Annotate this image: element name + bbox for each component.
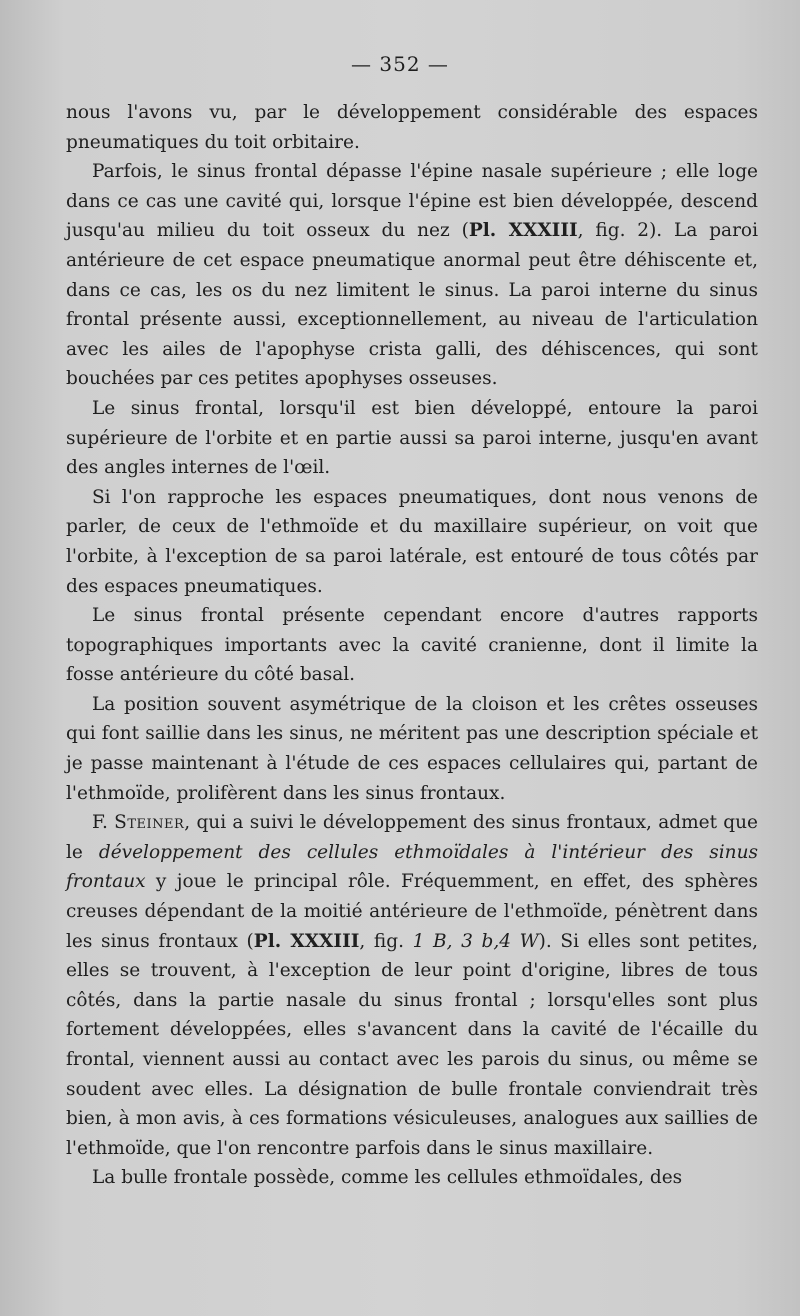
paragraph xyxy=(66,394,758,483)
text-segment: ). Si elles sont petites, elles se trouvent, à l'exception de leur point d'origine, libres de tous côtés, dans la partie nasale du sinus frontal ; lorsqu'elles sont plus fortement développées, elles s'avancent dans la cavité de l'écaille du frontal, viennent aussi au contact avec les parois du sinus, ou même se soudent avec elles. La désignation de bulle frontale conviendrait très bien, à mon avis, à ces formations vésiculeuses, analogues aux saillies de l'ethmoïde, que l'on rencontre parfois dans le sinus maxillaire. xyxy=(66,930,759,1159)
paragraph xyxy=(66,483,758,601)
text-segment: , fig. 2). La paroi antérieure de cet espace pneumatique anormal peut être déhiscente et, dans ce cas, les os du nez limitent le sinus. La paroi interne du sinus frontal présente aussi, exceptionnellement, au niveau de l'articulation avec les ailes de l'apophyse crista galli, des déhiscences, qui sont bouchées par ces petites apophyses osseuses. xyxy=(66,220,758,390)
text-segment: La bulle frontale possède, comme les cellules ethmoïdales, des xyxy=(92,1167,683,1189)
text-segment: , fig. xyxy=(359,930,413,952)
paragraph xyxy=(66,808,758,1163)
text-segment: développement des cellules ethmoïdales à l'intérieur des sinus frontaux xyxy=(66,841,758,893)
text-segment: nous l'avons vu, par le développement considérable des espaces pneumatiques du toit orbitaire. xyxy=(66,102,758,153)
paragraph xyxy=(66,98,758,157)
text-segment: Le sinus frontal, lorsqu'il est bien développé, entoure la paroi supérieure de l'orbite et en partie aussi sa paroi interne, jusqu'en avant des angles internes de l'œil. xyxy=(66,397,758,479)
text-segment: Le sinus frontal présente cependant encore d'autres rapports topographiques importants avec la cavité cranienne, dont il limite la fosse antérieure du côté basal. xyxy=(66,605,758,686)
text-segment: Pl. XXXIII xyxy=(468,220,578,242)
paragraph xyxy=(66,690,758,808)
page-number: — 352 — xyxy=(351,52,449,76)
text-segment: Steiner xyxy=(114,812,185,834)
body-text xyxy=(66,98,758,1193)
text-segment: , qui a suivi le développement des sinus frontaux, admet que le xyxy=(66,812,759,863)
paragraph xyxy=(66,157,758,394)
text-segment: 1 B, 3 b,4 W xyxy=(412,930,539,952)
text-segment: Parfois, le sinus frontal dépasse l'épine nasale supérieure ; elle loge dans ce cas une cavité qui, lorsque l'épine est bien développée, descend jusqu'au milieu du toit osseux du nez ( xyxy=(66,161,758,242)
text-segment: F. xyxy=(92,812,115,834)
text-segment: Si l'on rapproche les espaces pneumatiques, dont nous venons de parler, de ceux de l'ethmoïde et du maxillaire supérieur, on voit que l'orbite, à l'exception de sa paroi latérale, est entouré de tous côtés par des espaces pneumatiques. xyxy=(66,486,758,597)
text-segment: Pl. XXXIII xyxy=(253,930,360,952)
paragraph xyxy=(66,601,758,690)
paragraph xyxy=(66,1163,758,1193)
text-segment: La position souvent asymétrique de la cloison et les crêtes osseuses qui font saillie dans les sinus, ne méritent pas une description spéciale et je passe maintenant à l'étude de ces espaces cellulaires qui, partant de l'ethmoïde, prolifèrent dans les sinus frontaux. xyxy=(66,693,758,804)
text-segment: y joue le principal rôle. Fréquemment, en effet, des sphères creuses dépendant de la moitié antérieure de l'ethmoïde, pénètrent dans les sinus frontaux ( xyxy=(66,871,758,952)
